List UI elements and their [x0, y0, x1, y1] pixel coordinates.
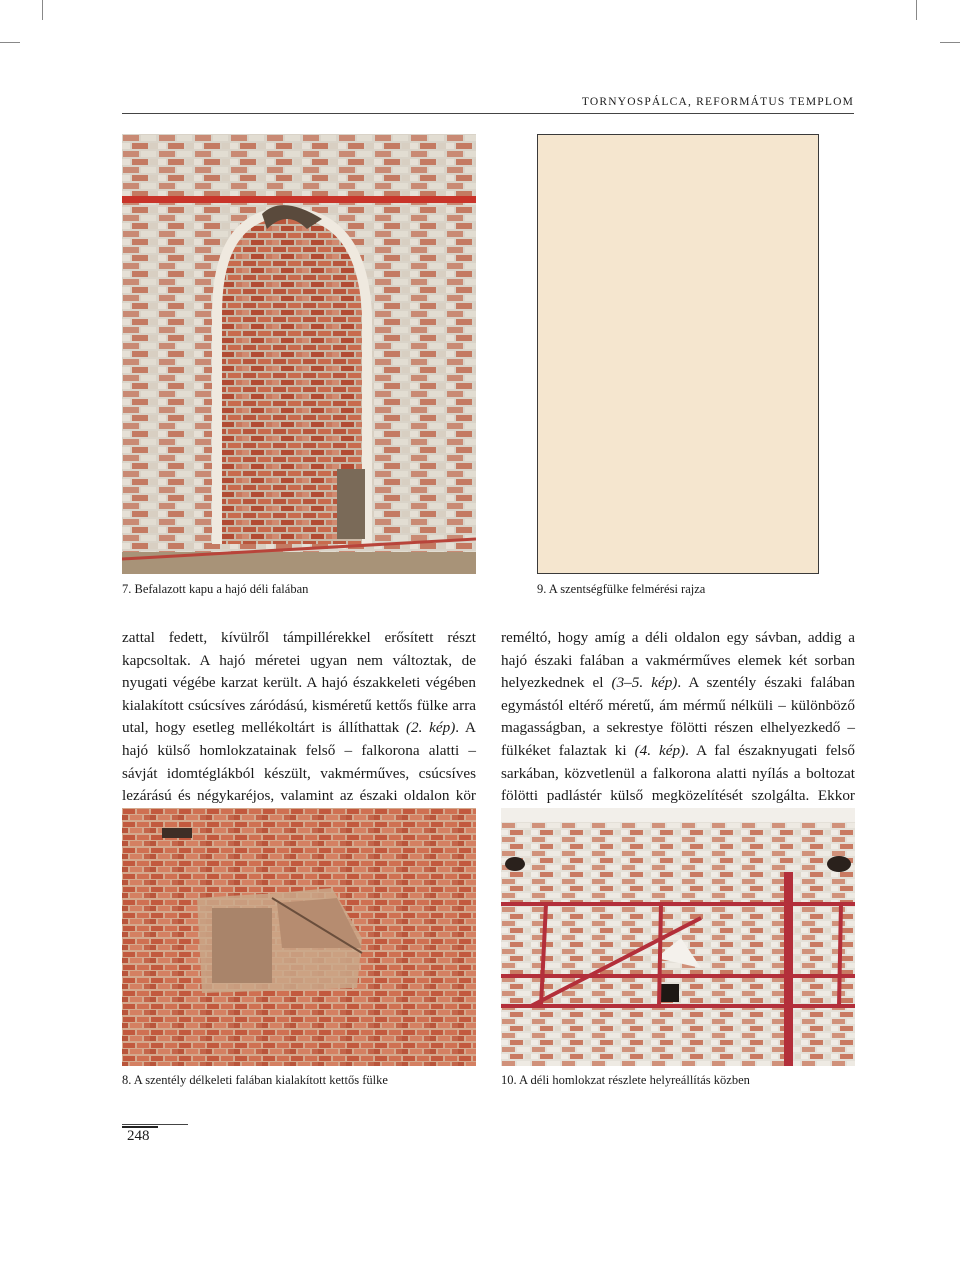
crop-mark-top-right-h — [940, 42, 960, 43]
running-header: TORNYOSPÁLCA, REFORMÁTUS TEMPLOM — [581, 96, 854, 108]
body-left-text-1: zattal fedett, kívülről támpillérekkel erősített részt kapcsoltak. A hajó méretei ugyan nem változtak, de nyugati végébe karzat került. A hajó északkeleti végében kialakított csúcsíves záródású, kisméretű kettős fülke arra utal, hogy esetleg mellékoltárt is állíthattak — [122, 629, 476, 737]
figure-8-photo — [122, 808, 476, 1066]
crop-mark-top-left-v — [42, 0, 43, 20]
crop-mark-top-left-h — [0, 42, 20, 43]
figure-ref-4: (4. kép) — [634, 741, 686, 759]
body-right-column — [501, 627, 855, 830]
figure-10-caption: 10. A déli homlokzat részlete helyreállítás közben — [501, 1073, 750, 1087]
body-left-text-2: . A hajó külső homlokzatainak felső – falkorona alatti – sávját idomtéglákból készült, vakmérműves, csúcsíves lezárású és négykaréjos, valamint az északi oldalon kör — [122, 719, 476, 805]
figure-ref-3-5: (3–5. kép) — [611, 674, 678, 692]
page-number-rule — [122, 1124, 188, 1125]
body-right-text-3: . A fal északnyugati felső sarkában, közvetlenül a falkorona alatti nyílás a boltozat fölötti padlástér külső megközelítését szolgálta. Ekkor — [501, 741, 855, 805]
figure-9-drawing — [537, 134, 819, 574]
page-number: 248 — [127, 1128, 150, 1144]
figure-10-photo — [501, 808, 855, 1066]
figure-8-caption: 8. A szentély délkeleti falában kialakított kettős fülke — [122, 1073, 388, 1087]
figure-9-caption: 9. A szentségfülke felmérési rajza — [537, 582, 706, 596]
figure-7-caption: 7. Befalazott kapu a hajó déli falában — [122, 582, 309, 596]
body-right-text-2: . A szentély északi falában egymástól eltérő méretű, ám mérmű nélküli – különböző magasságban, a sekrestye fölötti részen elhelyezkedő – fülkéket falaztak ki — [501, 674, 855, 759]
crop-mark-top-right-v — [916, 0, 917, 20]
figure-ref-2: (2. kép) — [405, 719, 456, 737]
body-right-text-1: reméltó, hogy amíg a déli oldalon egy sávban, addig a hajó északi falában a vakmérműves elemek két sorban helyezkednek el — [501, 629, 855, 692]
header-rule — [122, 113, 854, 114]
figure-7-photo — [122, 134, 476, 574]
